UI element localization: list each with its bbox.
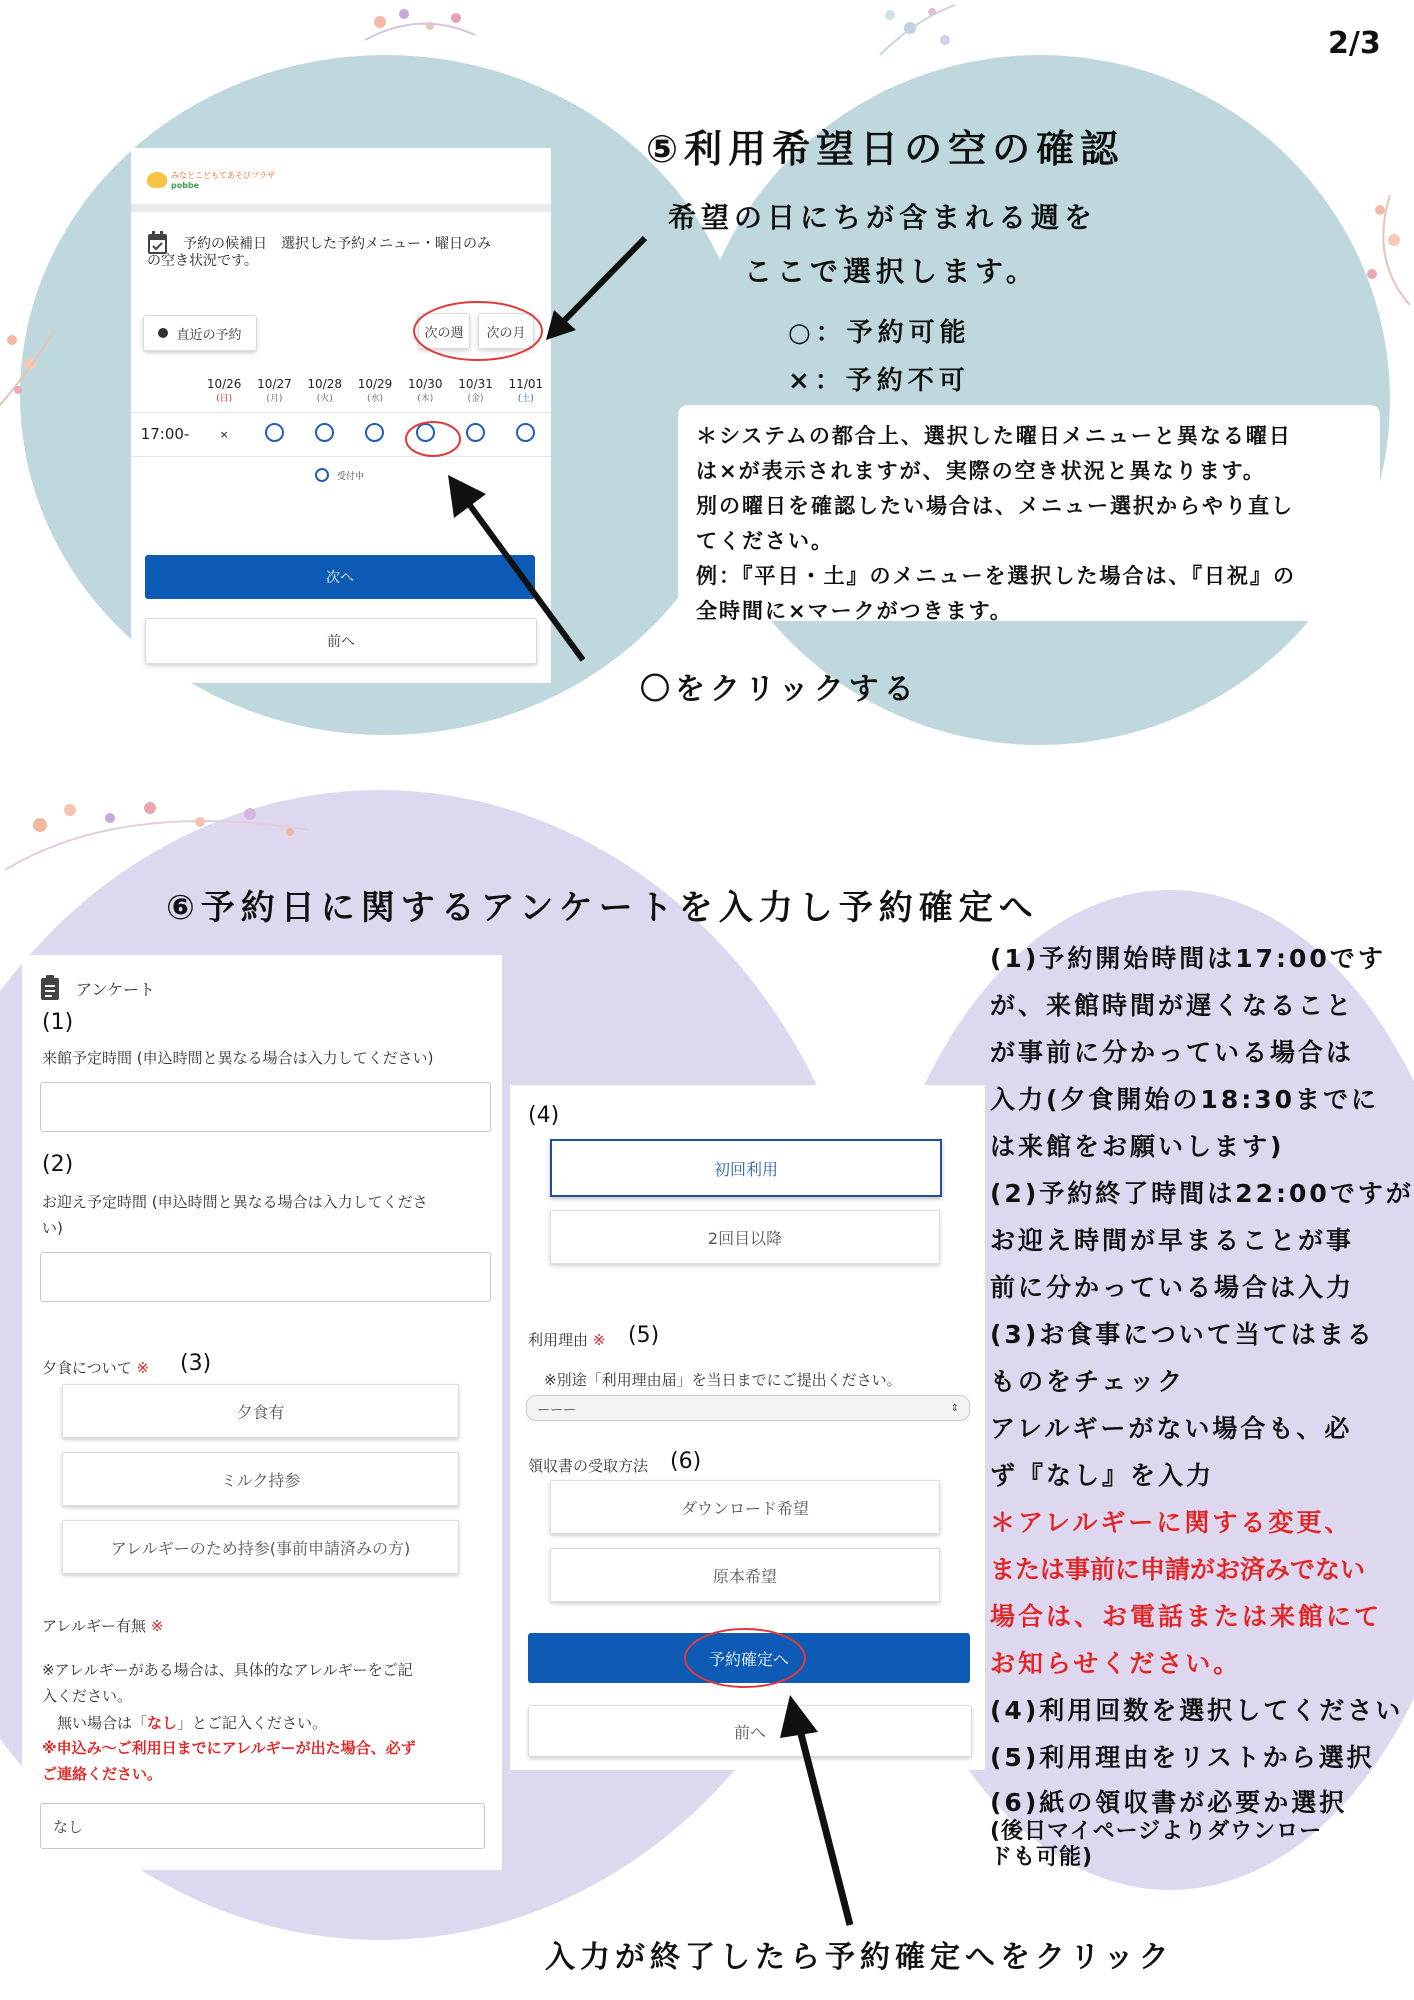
note-6-line3: ドも可能) bbox=[990, 1845, 1094, 1870]
allergy-note-line3: 無い場合は「なし」とご記入ください。 bbox=[42, 1714, 328, 1732]
logo-mascot-icon bbox=[147, 172, 167, 188]
note-1-line1: (1)予約開始時間は17:00です bbox=[990, 944, 1386, 973]
required-mark: ※ bbox=[150, 1617, 164, 1635]
available-circle-icon bbox=[315, 423, 334, 442]
step6-title: ⑥予約日に関するアンケートを入力し予約確定へ bbox=[166, 888, 1039, 928]
allergy-warning-line2: ご連絡ください。 bbox=[42, 1765, 163, 1783]
allergy-label: アレルギー有無 ※ bbox=[42, 1617, 164, 1635]
allergy-warning-line1: ※申込み〜ご利用日までにアレルギーが出た場合、必ず bbox=[42, 1739, 416, 1757]
calendar-slot-row bbox=[131, 412, 551, 456]
item-number-4: (4) bbox=[528, 1103, 560, 1128]
required-mark: ※ bbox=[136, 1359, 150, 1377]
floral-decoration-top-left bbox=[360, 0, 480, 50]
bottom-instruction: 入力が終了したら予約確定へをクリック bbox=[545, 1940, 1174, 1975]
slot-available-1101[interactable] bbox=[501, 412, 551, 456]
arrow-to-week-buttons bbox=[540, 230, 650, 350]
allergy-red-note-line4: お知らせください。 bbox=[990, 1649, 1242, 1678]
next-month-button[interactable]: 次の月 bbox=[478, 313, 534, 349]
recent-reservation-button[interactable]: 直近の予約 bbox=[143, 315, 257, 351]
calendar-date-cell: 10/31 (金) bbox=[458, 377, 493, 405]
survey-form-panel-left bbox=[22, 955, 502, 1870]
usage-count-second-option[interactable]: 2回目以降 bbox=[550, 1210, 940, 1264]
dinner-label: 夕食について ※ bbox=[42, 1359, 150, 1377]
highlight-circle-slot bbox=[403, 418, 463, 460]
next-week-button[interactable]: 次の週 bbox=[418, 313, 470, 349]
note-3-line3: アレルギーがない場合も、必 bbox=[990, 1414, 1353, 1443]
usage-count-first-option[interactable]: 初回利用 bbox=[550, 1139, 942, 1197]
week-note-line2: ここで選択します。 bbox=[744, 255, 1039, 288]
calendar-date-cell: 10/30 (木) bbox=[407, 377, 443, 405]
availability-calendar bbox=[131, 370, 551, 457]
item-number-1: (1) bbox=[42, 1010, 74, 1035]
allergy-red-note-line2: または事前に申請がお済みでない bbox=[990, 1555, 1366, 1584]
usage-reason-select[interactable]: ーーー ⇕ bbox=[526, 1395, 970, 1421]
note-5-line1: (5)利用理由をリストから選択 bbox=[990, 1743, 1375, 1772]
week-note-line1: 希望の日にちが含まれる週を bbox=[668, 201, 1098, 234]
slot-unavailable-mark: × bbox=[219, 427, 229, 441]
pickup-time-input[interactable] bbox=[40, 1252, 491, 1302]
survey-title: アンケート bbox=[76, 980, 156, 999]
page-number: 2/3 bbox=[1328, 26, 1381, 61]
survey-form-panel-right bbox=[510, 1085, 985, 1770]
highlight-circle-week-buttons bbox=[411, 298, 546, 364]
reason-note: ※別途「利用理由届」を当日までにご提出ください。 bbox=[544, 1371, 902, 1389]
item-number-3: (3) bbox=[180, 1351, 212, 1376]
floral-decoration-left bbox=[0, 320, 60, 410]
calendar-date-cell: 11/01 (土) bbox=[508, 377, 544, 405]
calendar-date-row bbox=[131, 370, 551, 412]
next-button[interactable]: 次へ bbox=[145, 555, 535, 599]
note-3-line4: ず『なし』を入力 bbox=[990, 1461, 1215, 1490]
dinner-option-milk[interactable]: ミルク持参 bbox=[62, 1452, 459, 1506]
time-slot-label: 17:00- bbox=[140, 425, 190, 443]
system-note: ＊システムの都合上、選択した曜日メニューと異なる曜日 は×が表示されますが、実際の空き状況と異なります。 別の曜日を確認したい場合は、メニュー選択からやり直し てください。 例：『平日・土』のメニューを選択した場合は、『日祝』の 全時間に×マークがつきます。 bbox=[678, 405, 1380, 621]
step5-title: ⑤利用希望日の空の確認 bbox=[646, 127, 1125, 171]
usage-reason-label: 利用理由 ※ bbox=[528, 1331, 606, 1349]
dinner-option-yes[interactable]: 夕食有 bbox=[62, 1384, 459, 1438]
receipt-original-option[interactable]: 原本希望 bbox=[550, 1548, 940, 1602]
available-circle-icon bbox=[265, 423, 284, 442]
back-button[interactable]: 前へ bbox=[528, 1705, 972, 1757]
allergy-input[interactable]: なし bbox=[40, 1803, 485, 1849]
legend-unavailable: ×：予約不可 bbox=[788, 366, 970, 396]
allergy-note-line2: 入ください。 bbox=[42, 1687, 133, 1705]
side-notes bbox=[990, 935, 1414, 1871]
note-2-line1: (2)予約終了時間は22:00ですが bbox=[990, 1179, 1414, 1208]
required-mark: ※ bbox=[592, 1331, 606, 1349]
pickup-time-label: お迎え予定時間 (申込時間と異なる場合は入力してくださ bbox=[42, 1193, 428, 1211]
available-circle-icon bbox=[516, 423, 535, 442]
slot-available-1026-27[interactable] bbox=[249, 412, 299, 456]
note-3-line1: (3)お食事について当てはまる bbox=[990, 1320, 1375, 1349]
note-2-line3: 前に分かっている場合は入力 bbox=[990, 1273, 1355, 1302]
note-4-line1: (4)利用回数を選択してください bbox=[990, 1696, 1404, 1725]
calendar-date-cell: 10/26 (日) bbox=[206, 377, 242, 405]
available-circle-icon bbox=[466, 423, 485, 442]
legend-available: ○：予約可能 bbox=[788, 318, 971, 348]
section-title-cont: の空き状況です。 bbox=[147, 253, 258, 269]
slot-available-1029[interactable] bbox=[350, 412, 400, 456]
dinner-option-allergy-bring[interactable]: アレルギーのため持参(事前申請済みの方) bbox=[62, 1520, 459, 1574]
prev-button[interactable]: 前へ bbox=[145, 618, 537, 664]
arrow-to-available-slot bbox=[438, 470, 598, 670]
section-title: 予約の候補日 選択した予約メニュー・曜日のみ bbox=[183, 236, 491, 252]
highlight-circle-confirm bbox=[680, 1625, 810, 1691]
item-number-5: (5) bbox=[628, 1323, 660, 1348]
note-2-line2: お迎え時間が早まることが事 bbox=[990, 1226, 1355, 1255]
available-circle-icon bbox=[365, 423, 384, 442]
arrival-time-label: 来館予定時間 (申込時間と異なる場合は入力してください) bbox=[42, 1049, 434, 1067]
floral-decoration-top-right bbox=[870, 0, 960, 60]
calendar-legend: 受付中 bbox=[315, 468, 364, 482]
note-6-line2: (後日マイページよりダウンロー bbox=[990, 1819, 1323, 1844]
slot-available-1028[interactable] bbox=[300, 412, 350, 456]
note-1-line4: 入力(夕食開始の18:30までに bbox=[990, 1085, 1380, 1114]
item-number-6: (6) bbox=[670, 1449, 702, 1474]
note-1-line2: が、来館時間が遅くなること bbox=[990, 991, 1355, 1020]
select-arrows-icon: ⇕ bbox=[950, 1402, 959, 1414]
arrival-time-input[interactable] bbox=[40, 1082, 491, 1132]
clock-icon bbox=[158, 328, 168, 338]
header-divider bbox=[131, 204, 551, 212]
pickup-time-label-cont: い) bbox=[42, 1219, 63, 1237]
available-circle-icon bbox=[315, 468, 329, 482]
confirm-reservation-button[interactable]: 予約確定へ bbox=[528, 1633, 970, 1683]
clipboard-icon bbox=[40, 975, 60, 1001]
receipt-method-label: 領収書の受取方法 bbox=[528, 1457, 649, 1475]
receipt-download-option[interactable]: ダウンロード希望 bbox=[550, 1480, 940, 1534]
app-logo: みなとこどもてあそびプラザ pobbe bbox=[147, 170, 275, 190]
click-instruction: 〇をクリックする bbox=[640, 672, 919, 707]
note-1-line5: は来館をお願いします) bbox=[990, 1132, 1285, 1161]
arrow-to-confirm-button bbox=[770, 1690, 870, 1930]
note-6-line1: (6)紙の領収書が必要か選択 bbox=[990, 1788, 1348, 1817]
floral-decoration-middle bbox=[0, 770, 320, 890]
note-1-line3: が事前に分かっている場合は bbox=[990, 1038, 1355, 1067]
calendar-date-cell: 10/28 (火) bbox=[307, 377, 342, 405]
calendar-date-cell: 10/27 (月) bbox=[257, 377, 292, 405]
floral-decoration-right bbox=[1350, 190, 1414, 310]
allergy-red-note-line1: ＊アレルギーに関する変更、 bbox=[990, 1508, 1353, 1537]
item-number-2: (2) bbox=[42, 1152, 74, 1177]
note-3-line2: ものをチェック bbox=[990, 1367, 1186, 1396]
allergy-red-note-line3: 場合は、お電話または来館にて bbox=[990, 1602, 1383, 1631]
allergy-note-line1: ※アレルギーがある場合は、具体的なアレルギーをご記 bbox=[42, 1661, 413, 1679]
calendar-date-cell: 10/29 (水) bbox=[357, 377, 393, 405]
